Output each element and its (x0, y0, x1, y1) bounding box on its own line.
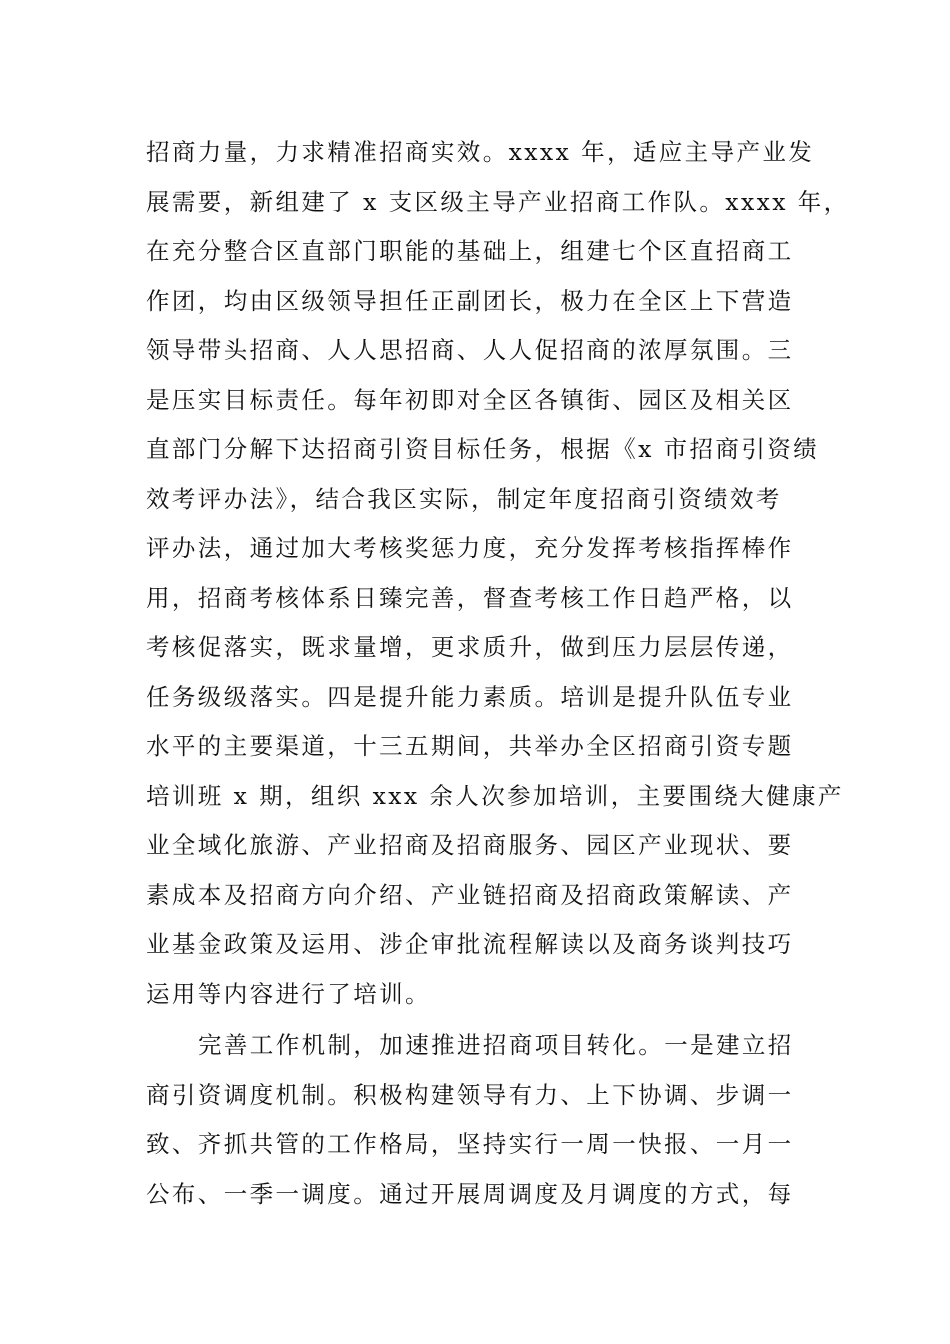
text-line: 在充分整合区直部门职能的基础上，组建七个区直招商工 (146, 237, 794, 265)
body-text (146, 128, 850, 1219)
text-line: 是压实目标责任。每年初即对全区各镇街、园区及相关区 (146, 385, 794, 414)
text-line: 培训班 x 期，组织 xxx 余人次参加培训，主要围绕大健康产 (146, 781, 844, 810)
text-line: 效考评办法》，结合我区实际，制定年度招商引资绩效考 (146, 484, 782, 513)
text-line: 水平的主要渠道，十三五期间，共举办全区招商引资专题 (146, 732, 794, 760)
text-line: 业全域化旅游、产业招商及招商服务、园区产业现状、要 (146, 831, 794, 859)
text-line: 作团，均由区级领导担任正副团长，极力在全区上下营造 (146, 286, 794, 315)
text-line: 公布、一季一调度。通过开展周调度及月调度的方式，每 (146, 1179, 794, 1208)
text-line: 完善工作机制，加速推进招商项目转化。一是建立招 (198, 1031, 794, 1059)
text-line: 考核促落实，既求量增，更求质升，做到压力层层传递， (146, 633, 794, 661)
text-line: 运用等内容进行了培训。 (146, 979, 431, 1008)
paragraph (146, 1021, 806, 1219)
text-line: 致、齐抓共管的工作格局，坚持实行一周一快报、一月一 (146, 1130, 794, 1158)
text-line: 任务级级落实。四是提升能力素质。培训是提升队伍专业 (146, 682, 794, 711)
text-line: 商引资调度机制。积极构建领导有力、上下协调、步调一 (146, 1080, 794, 1109)
text-line: 素成本及招商方向介绍、产业链招商及招商政策解读、产 (146, 880, 794, 909)
text-line: 展需要，新组建了 x 支区级主导产业招商工作队。xxxx 年， (146, 187, 850, 216)
text-line: 用，招商考核体系日臻完善，督查考核工作日趋严格，以 (146, 583, 794, 612)
text-line: 招商力量，力求精准招商实效。xxxx 年，适应主导产业发 (146, 138, 815, 166)
text-line: 评办法，通过加大考核奖惩力度，充分发挥考核指挥棒作 (146, 534, 794, 562)
text-line: 领导带头招商、人人思招商、人人促招商的浓厚氛围。三 (146, 336, 794, 364)
text-line: 直部门分解下达招商引资目标任务，根据《x 市招商引资绩 (146, 435, 820, 463)
text-line: 业基金政策及运用、涉企审批流程解读以及商务谈判技巧 (146, 930, 794, 958)
paragraph (146, 128, 850, 1019)
